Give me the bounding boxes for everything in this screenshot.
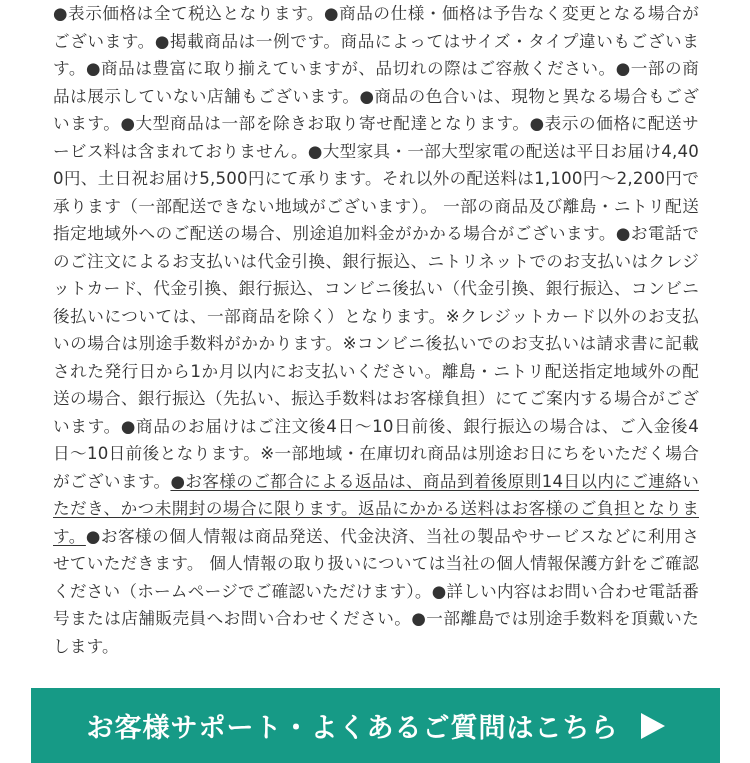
terms-notes <box>53 0 699 660</box>
play-arrow-icon <box>641 713 665 739</box>
notes-text-before: ●表示価格は全て税込となります。●商品の仕様・価格は予告なく変更となる場合がございます。●掲載商品は一例です。商品によってはサイズ・タイプ違いもございます。●商品は豊富に取り揃えていますが、品切れの際はご容赦ください。●一部の商品は展示していない店舗もございます。●商品の色合いは、現物と異なる場合もございます。●大型商品は一部を除きお取り寄せ配達となります。●表示の価格に配送サービス料は含まれておりません。●大型家具・一部大型家電の配送は平日お届け4,400円、土日祝お届け5,500円にて承ります。それ以外の配送料は1,100円〜2,200円で承ります（一部配送できない地域がございます）。 一部の商品及び離島・ニトリ配送指定地域外へのご配送の場合、別途追加料金がかかる場合がございます。●お電話でのご注文によるお支払いは代金引換、銀行振込、ニトリネットでのお支払いはクレジットカード、代金引換、銀行振込、コンビニ後払い（代金引換、銀行振込、コンビニ後払いについては、一部商品を除く）となります。※クレジットカード以外のお支払いの場合は別途手数料がかかります。※コンビニ後払いでのお支払いは請求書に記載された発行日から1か月以内にお支払いください。離島・ニトリ配送指定地域外の配送の場合、銀行振込（先払い、振込手数料はお客様負担）にてご案内する場合がございます。●商品のお届けはご注文後4日〜10日前後、銀行振込の場合は、ご入金後4日〜10日前後となります。※一部地域・在庫切れ商品は別途お日にちをいただく場合がございます。 <box>53 4 699 491</box>
support-button-label: お客様サポート・よくあるご質問はこちら <box>86 713 619 744</box>
customer-support-button[interactable] <box>31 688 720 763</box>
returns-policy-text: ●お客様のご都合による返品は、商品到着後原則14日以内にご連絡いただき、かつ未開封の場合に限ります。返品にかかる送料はお客様のご負担となります。 <box>53 471 699 546</box>
notes-text-after: ●お客様の個人情報は商品発送、代金決済、当社の製品やサービスなどに利用させていただきます。 個人情報の取り扱いについては当社の個人情報保護方針をご確認ください（ホームページでご確認いただけます）。●詳しい内容はお問い合わせ電話番号または店舗販売員へお問い合わせください。●一部離島では別途手数料を頂戴いたします。 <box>53 526 699 656</box>
